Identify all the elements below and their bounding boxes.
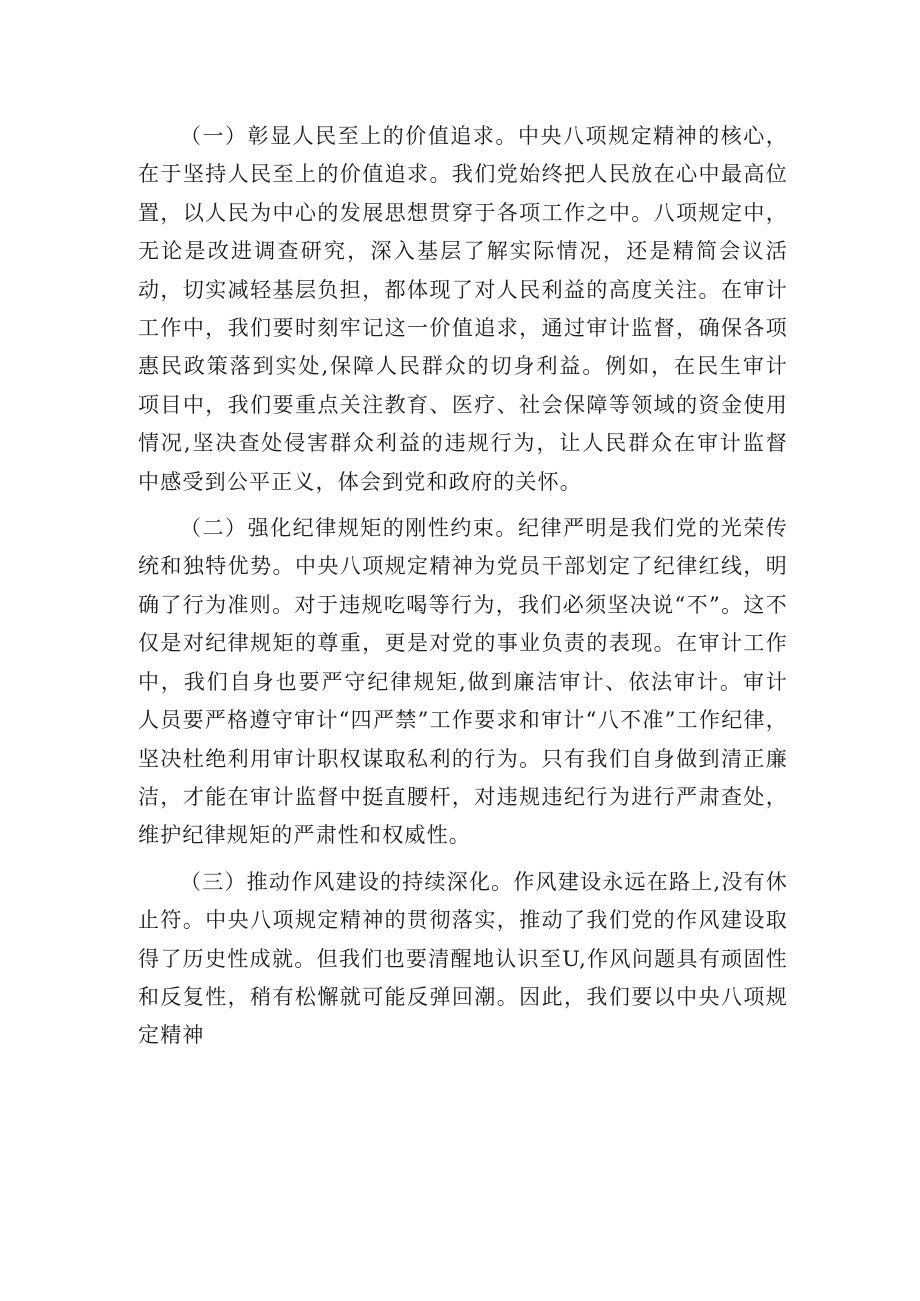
paragraph-strengthening-discipline: （二）强化纪律规矩的刚性约束。纪律严明是我们党的光荣传统和独特优势。中央八项规定精神为党员干部划定了纪律红线，明确了行为准则。对于违规吃喝等行为，我们必须坚决说“不”。这不仅是对纪律规矩的尊重，更是对党的事业负责的表现。在审计工作中，我们自身也要严守纪律规矩,做到廉洁审计、依法审计。审计人员要严格遵守审计“四严禁”工作要求和审计“八不准”工作纪律，坚决杜绝利用审计职权谋取私利的行为。只有我们自身做到清正廉洁，才能在审计监督中挺直腰杆，对违规违纪行为进行严肃查处，维护纪律规矩的严肃性和权威性。 xyxy=(138,516,788,848)
paragraph-upholding-people-first: （一）彰显人民至上的价值追求。中央八项规定精神的核心，在于坚持人民至上的价值追求。我们党始终把人民放在心中最高位置，以人民为中心的发展思想贯穿于各项工作之中。八项规定中，无论是改进调查研究，深入基层了解实际情况，还是精简会议活动，切实减轻基层负担，都体现了对人民利益的高度关注。在审计工作中，我们要时刻牢记这一价值追求，通过审计监督，确保各项惠民政策落到实处,保障人民群众的切身利益。例如，在民生审计项目中，我们要重点关注教育、医疗、社会保障等领域的资金使用情况,坚决查处侵害群众利益的违规行为，让人民群众在审计监督中感受到公平正义，体会到党和政府的关怀。 xyxy=(138,124,788,494)
paragraph-deepening-work-style: （三）推动作风建设的持续深化。作风建设永远在路上,没有休止符。中央八项规定精神的贯彻落实，推动了我们党的作风建设取得了历史性成就。但我们也要清醒地认识至U,作风问题具有顽固性和反复性，稍有松懈就可能反弹回潮。因此，我们要以中央八项规定精神 xyxy=(138,869,788,1048)
document-body xyxy=(138,117,788,1063)
